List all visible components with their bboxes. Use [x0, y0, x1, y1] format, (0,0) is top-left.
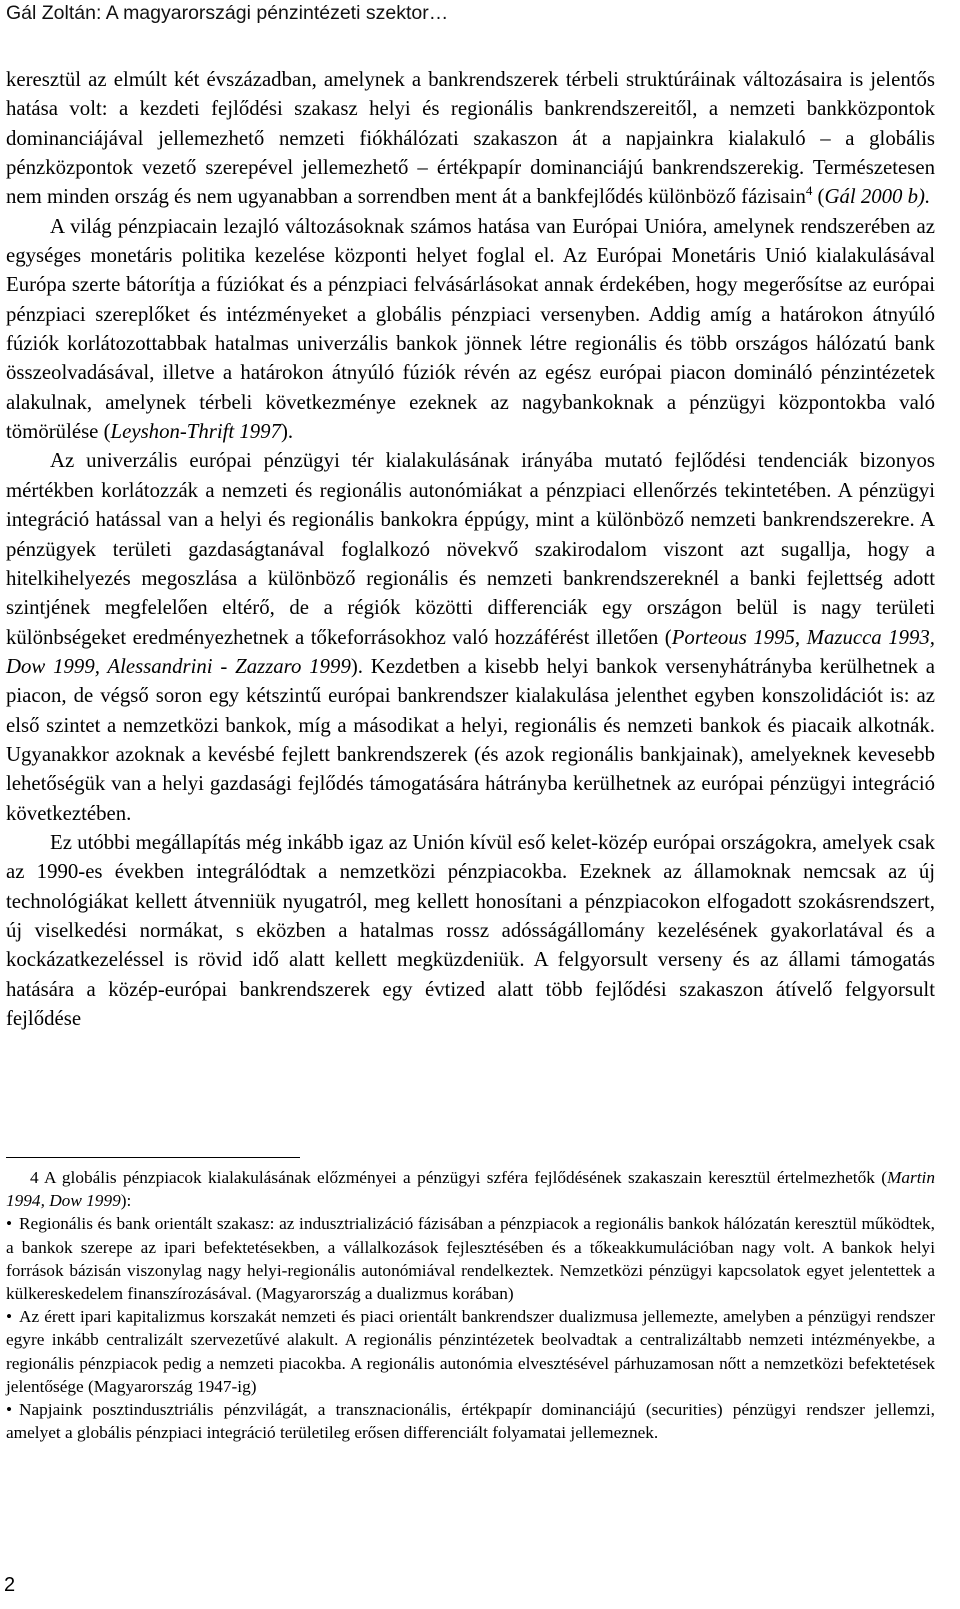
footnote-intro-text-2: ):: [120, 1191, 132, 1211]
paragraph-3-text-2: ). Kezdetben a kisebb helyi bankok versenyhátrányba kerülhetnek a piacon, de végső soron egy kétszintű európai bankrendszer kialakulása jelenthet egyben konszolidációt is: az első szintet a nemzetközi bankok, míg a másodikat a helyi, regionális és nemzeti bankok és piacaik alkotnák. Ugyanakkor azoknak a kevésbé fejlett bankrendszerek (és azok regionális bankjainak), amelyeknek kevesebb lehetőségük van a helyi gazdasági fejlődés támogatására hátrányba kerülhetnek az európai pénzügyi integráció következtében.: [6, 654, 935, 825]
page-number: 2: [4, 1574, 16, 1596]
paragraph-1-text-2: (: [812, 185, 825, 209]
paragraph-3: [6, 446, 935, 827]
citation: Gál 2000 b).: [824, 185, 931, 209]
paragraph-2: [6, 212, 935, 447]
footnote-bullet-text: Napjaink posztindusztriális pénzvilágát, a transznacionális, értékpapír dominanciájú (securities) pénzügyi rendszer jellemzi, amelyet a globális pénzpiaci integráció területileg erősen differenciált folyamatai jellemeznek.: [6, 1400, 935, 1443]
paragraph-1-text: keresztül az elmúlt két évszázadban, amelynek a bankrendszerek térbeli struktúráinak változásaira is jelentős hatása volt: a kezdeti fejlődési szakasz helyi és regionális bankrendszereitől, a nemzeti bankközpontok dominanciájával jellemezhető nemzeti fiókhálózati szakaszon át a napjainkra kialakuló – a globális pénzközpontok vezető szerepével jellemezhető – értékpapír dominanciájú bankrendszerekig. Természetesen nem minden ország és nem ugyanabban a sorrendben ment át a bankfejlődés különböző fázisain: [6, 68, 935, 209]
bullet-icon: •: [6, 1400, 13, 1420]
paragraph-2-text: A világ pénzpiacain lezajló változásoknak számos hatása van Európai Unióra, amelynek rendszerében az egységes monetáris politika kezelése központi helyet foglal el. Az Európai Monetáris Unió kialakulásával Európa szerte bátorítja a fúziókat és a pénzpiaci felvásárlásokat annak érdekében, hogy megerősítse az európai pénzpiaci szereplőket és intézményeket a globális pénzpiaci versenyben. Addig amíg a határokon átnyúló fúziók korlátozottabbak hatalmas univerzális bankok jönnek létre regionális és több országos hálózatú bank összeolvadásával, illetve a határokon átnyúló fúziók révén az egész európai piacon domináló pénzintézetek alakulnak, amelynek térbeli következménye ezeknek az nagybankoknak a pénzügyi központokba való tömörülése (: [6, 214, 935, 444]
footnote-separator: [6, 1157, 300, 1158]
footnote-bullet-item: [6, 1305, 935, 1398]
running-header: Gál Zoltán: A magyarországi pénzintézeti szektor…: [6, 2, 449, 24]
citation: Leyshon-Thrift 1997: [110, 420, 281, 444]
bullet-icon: •: [6, 1307, 13, 1327]
footnote-bullet-item: [6, 1212, 935, 1305]
body-text: [6, 65, 935, 1033]
paragraph-4-text: Ez utóbbi megállapítás még inkább igaz az Unión kívül eső kelet-közép európai országokra, amelyek csak az 1990-es években integrálódtak a nemzetközi pénzpiacokba. Ezeknek az államoknak nemcsak az új technológiákat kellett átvenniük nyugatról, meg kellett honosítani a pénzpiacokon elfogadott szokásrendszert, új viselkedési normákat, s eközben a hatalmas rossz adósságállomány kezelésének gyakorlatával és a kockázatkezeléssel is rövid idő alatt kellett megküzdeniük. A felgyorsult verseny és az állami támogatás hatására a közép-európai bankrendszerek egy évtized alatt több fejlődési szakaszon átívelő felgyorsult fejlődése: [6, 830, 935, 1030]
footnote-ref-4[interactable]: 4: [805, 183, 813, 199]
footnote-bullet-text: Regionális és bank orientált szakasz: az indusztrializáció fázisában a pénzpiacok a regionális bankok hálózatán keresztül működtek, a bankok szerepe az ipari befektetésekben, a vállalkozások fejlesztésében és a tőkeakkumulációban nagy volt. A bankok helyi források bázisán viszonylag nagy helyi-regionális autonómiával rendelkeztek. Nemzetközi pénzügyi kapcsolatok egyet jelentettek a külkereskedelem finanszírozásával. (Magyarország a dualizmus korában): [6, 1214, 935, 1304]
citation: Martin 1994, Dow 1999: [6, 1168, 935, 1211]
footnote-intro-text: 4 A globális pénzpiacok kialakulásának előzményei a pénzügyi szféra fejlődésének szakaszain keresztül értelmezhetők (: [30, 1168, 887, 1187]
paragraph-1: [6, 65, 935, 212]
bullet-icon: •: [6, 1214, 13, 1234]
paragraph-3-text: Az univerzális európai pénzügyi tér kialakulásának irányába mutató fejlődési tendenciák bizonyos mértékben korlátozzák a nemzeti és regionális autonómiákat a pénzpiaci ellenőrzés tekintetében. A pénzügyi integráció hatással van a helyi és regionális bankokra éppúgy, mint a különböző nemzeti bankrendszerekre. A pénzügyek területi gazdaságtanával foglalkozó növekvő szakirodalom viszont azt sugallja, hogy a hitelkihelyezés megoszlása a különböző regionális és nemzeti bankrendszereknél a banki fejlettség adott szintjének megfelelően eltérő, de a régiók közötti differenciák egy országon belül is nagy területi különbségeket eredményezhetnek a tőkeforrásokhoz való hozzáférést illetően (: [6, 449, 935, 649]
paragraph-4: [6, 828, 935, 1033]
footnote-4: [6, 1166, 935, 1444]
paragraph-2-text-2: ).: [280, 420, 294, 444]
footnote-bullet-text: Az érett ipari kapitalizmus korszakát nemzeti és piaci orientált bankrendszer dualizmusa jellemezte, amelyben a pénzügyi rendszer egyre inkább centralizált szervezetűvé alakult. A regionális pénzintézetek beolvadtak a centralizáltabb nemzeti intézményekbe, a regionális pénzpiacok pedig a nemzeti piacokba. A regionális autonómia elvesztésével párhuzamosan nőtt a nemzetközi befektetések jelentősége (Magyarország 1947-ig): [6, 1307, 935, 1396]
footnote-bullet-list: [6, 1212, 935, 1444]
footnote-bullet-item: [6, 1398, 935, 1444]
footnote-intro: [6, 1166, 935, 1212]
citation: Porteous 1995, Mazucca 1993, Dow 1999, Alessandrini - Zazzaro 1999: [6, 625, 935, 678]
